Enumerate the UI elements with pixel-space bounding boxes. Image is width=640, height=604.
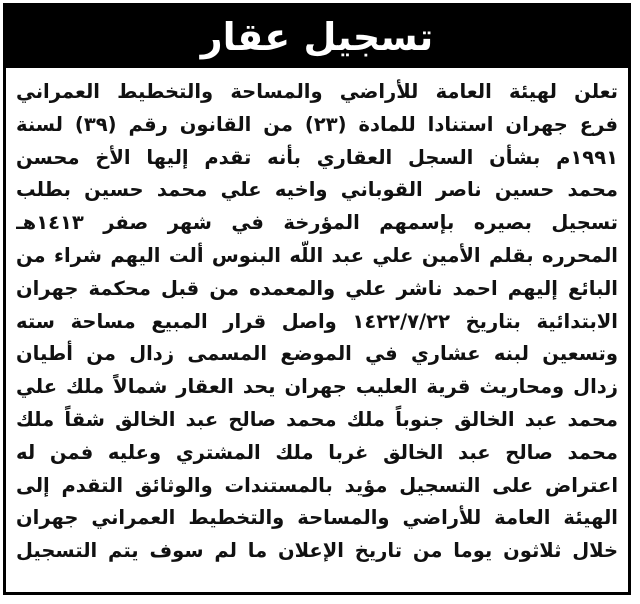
notice-line: ١٩٩١م بشأن السجل العقاري بأنه تقدم إليها الأخ محسن (16, 145, 618, 169)
notice-line: فرع جهران استنادا للمادة (٢٣) من القانون رقم (٣٩) لسنة (16, 112, 618, 136)
notice-body (16, 76, 618, 568)
notice-title: تسجيل عقار (200, 15, 434, 59)
notice-line: محمد حسين ناصر القوباني واخيه علي محمد حسين بطلب (16, 178, 618, 202)
notice-line: البائع إليهم احمد ناشر علي والمعمده من قبل محكمة جهران (16, 276, 618, 300)
notice-line: تسجيل بصيره بإسمهم المؤرخة في شهر صفر ١٤١٣هـ (16, 211, 618, 235)
notice-line: اعتراض على التسجيل مؤيد بالمستندات والوثائق التقدم إلى (16, 473, 618, 497)
notice-line: تعلن لهيئة العامة للأراضي والمساحة والتخطيط العمراني (16, 80, 618, 103)
notice-line: المحرره بقلم الأمين علي عبد اللّه البنوس ألت اليهم شراء من (16, 243, 618, 267)
title-bar (6, 6, 628, 68)
notice-line: محمد صالح عبد الخالق غربا ملك المشتري وعليه فمن له (16, 440, 618, 464)
notice-line: وتسعين لبنه عشاري في الموضع المسمى زدال من أطيان (16, 342, 618, 366)
notice-line: الابتدائية بتاريخ ١٤٢٢/٧/٢٢ واصل قرار المبيع مساحة سته (16, 309, 618, 333)
notice-line: زدال ومحاريث قرية العليب جهران يحد العقار شمالاً ملك علي (16, 375, 618, 399)
notice-box (3, 3, 631, 595)
notice-line: محمد عبد الخالق جنوباً ملك محمد صالح عبد الخالق شقاً ملك (16, 407, 618, 431)
notice-line: الهيئة العامة للأراضي والمساحة والتخطيط العمراني جهران (16, 506, 618, 530)
notice-line: خلال ثلاثون يوما من تاريخ الإعلان ما لم سوف يتم التسجيل (16, 539, 618, 563)
